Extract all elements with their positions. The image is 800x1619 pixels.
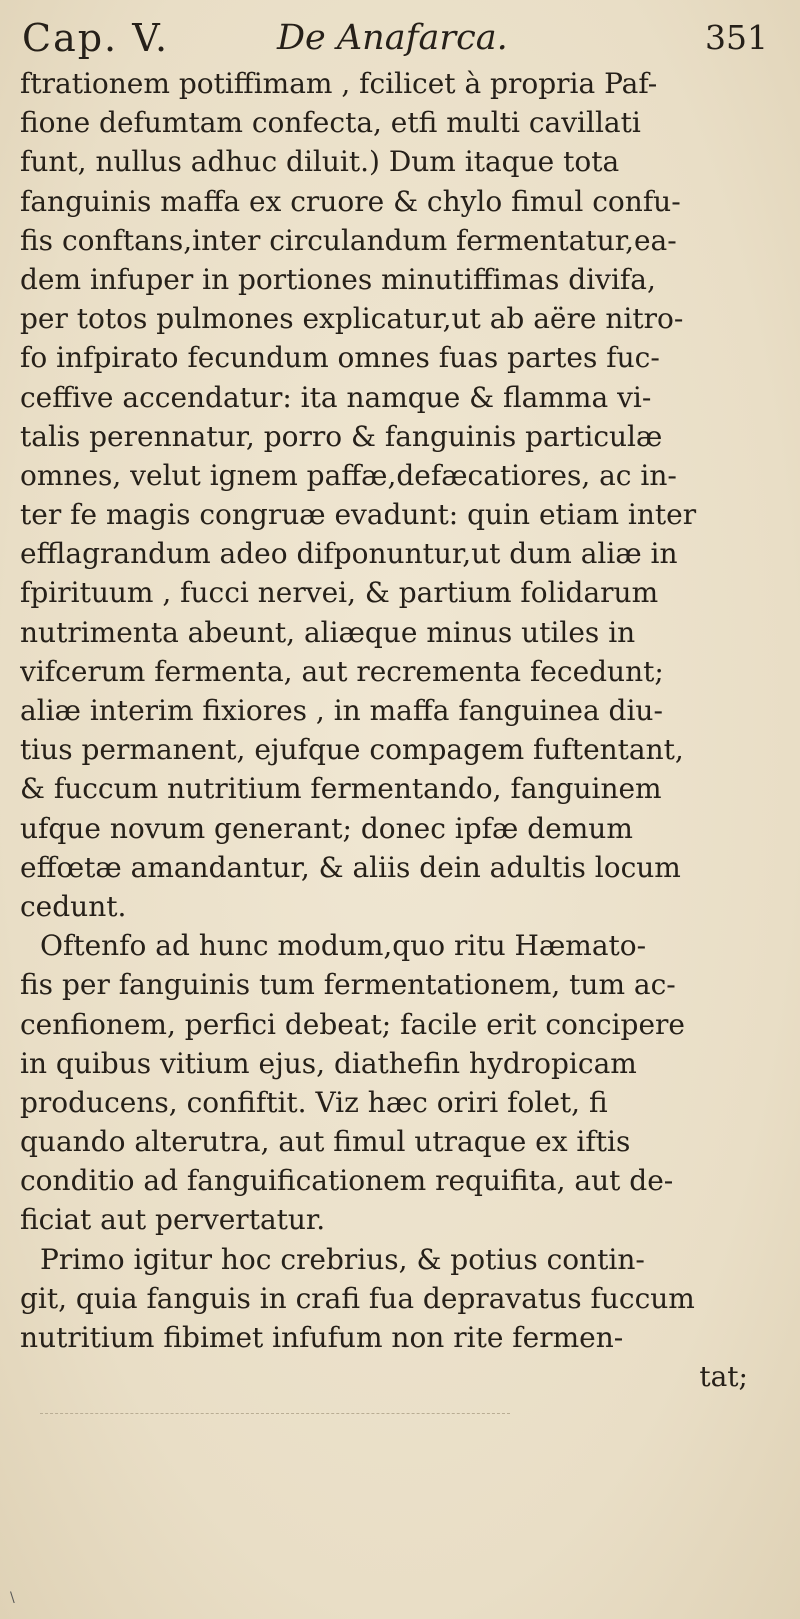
text-line: per totos pulmones explicatur,ut ab aëre nitro- xyxy=(20,302,684,336)
margin-mark: \ xyxy=(10,1590,15,1606)
text-line: ftrationem potiffimam , fcilicet à propria Paf- xyxy=(20,67,658,100)
text-line: nutrimenta abeunt, aliæque minus utiles in xyxy=(20,615,636,649)
text-line: fanguinis maffa ex cruore & chylo fimul confu- xyxy=(20,184,681,218)
text-line: ficiat aut pervertatur. xyxy=(20,1203,326,1237)
text-line: ceffive accendatur: ita namque & flamma vi- xyxy=(20,380,652,414)
text-line: tius permanent, ejufque compagem fuftentant, xyxy=(20,733,684,767)
text-line: producens, confiftit. Viz hæc oriri folet, fi xyxy=(20,1085,608,1119)
text-line: conditio ad fanguificationem requifita, aut de- xyxy=(20,1164,674,1198)
page-number: 351 xyxy=(705,18,768,57)
running-title: De Anafarca. xyxy=(277,18,508,58)
chapter-label: Cap. V. xyxy=(22,16,170,60)
text-line: ter fe magis congruæ evadunt: quin etiam inter xyxy=(20,498,697,532)
text-line: ufque novum generant; donec ipfæ demum xyxy=(20,811,633,845)
paragraph-start-line: Primo igitur hoc crebrius, & potius contin- xyxy=(40,1242,645,1276)
text-line: fis per fanguinis tum fermentationem, tum ac- xyxy=(20,968,676,1002)
text-line: fo infpirato fecundum omnes fuas partes fuc- xyxy=(20,341,660,375)
text-line: funt, nullus adhuc diluit.) Dum itaque tota xyxy=(20,145,620,179)
body-text xyxy=(20,64,772,1396)
text-line: vifcerum fermenta, aut recrementa fecedunt; xyxy=(20,654,664,688)
text-line: fione defumtam confecta, etfi multi cavillati xyxy=(20,106,641,140)
faded-print-rule xyxy=(40,1413,510,1415)
text-line: in quibus vitium ejus, diathefin hydropicam xyxy=(20,1046,637,1080)
text-line: cedunt. xyxy=(20,889,127,923)
text-line: fis conftans,inter circulandum fermentatur,ea- xyxy=(20,223,677,257)
text-line: quando alterutra, aut fimul utraque ex iftis xyxy=(20,1125,631,1159)
text-line: & fuccum nutritium fermentando, fanguinem xyxy=(20,772,662,806)
text-line: talis perennatur, porro & fanguinis particulæ xyxy=(20,419,663,453)
text-line: cenfionem, perfici debeat; facile erit concipere xyxy=(20,1007,685,1041)
text-line: git, quia fanguis in crafi fua depravatus fuccum xyxy=(20,1281,695,1315)
text-line: fpirituum , fucci nervei, & partium folidarum xyxy=(20,576,659,610)
text-line: omnes, velut ignem paffæ,defæcatiores, ac in- xyxy=(20,458,677,492)
text-line: effœtæ amandantur, & aliis dein adultis locum xyxy=(20,850,681,884)
catchword: tat; xyxy=(699,1360,748,1394)
text-line: nutritium fibimet infufum non rite fermen- xyxy=(20,1321,624,1354)
text-line: efflagrandum adeo difponuntur,ut dum aliæ in xyxy=(20,537,678,571)
text-line: dem infuper in portiones minutiffimas divifa, xyxy=(20,262,656,296)
paragraph-start-line: Oftenfo ad hunc modum,quo ritu Hæmato- xyxy=(40,929,647,963)
text-line: aliæ interim fixiores , in maffa fanguinea diu- xyxy=(20,694,663,727)
running-header xyxy=(22,16,780,66)
